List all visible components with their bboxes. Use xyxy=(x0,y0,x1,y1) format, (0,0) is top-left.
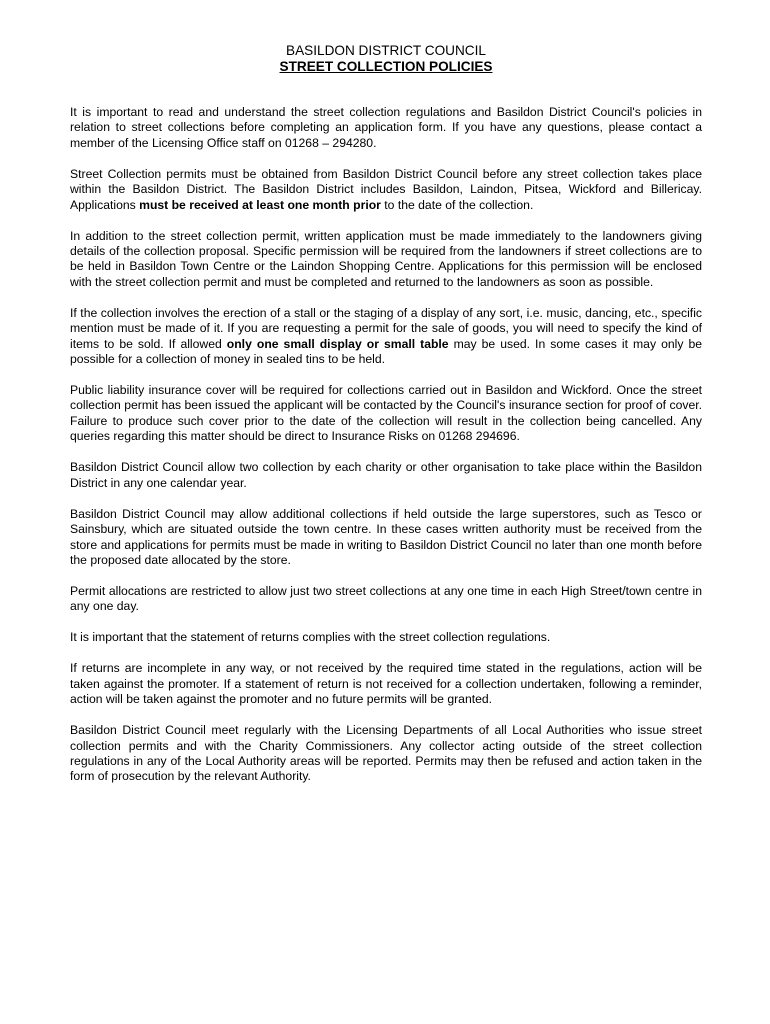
paragraph-text: It is important that the statement of returns complies with the street collection regulations. xyxy=(70,630,551,645)
paragraph-insurance xyxy=(70,383,702,445)
paragraph-licensing-liaison xyxy=(70,723,702,785)
paragraph-statement-of-returns xyxy=(70,630,702,645)
document-subtitle: STREET COLLECTION POLICIES xyxy=(279,59,493,74)
paragraph-text: If returns are incomplete in any way, or not received by the required time stated in the regulations, action will be taken against the promoter. If a statement of return is not received for a collection undertaken, following a reminder, action will be taken against the promoter and no future permits will be granted. xyxy=(70,661,702,707)
paragraph-permit-requirement xyxy=(70,167,702,213)
paragraph-superstores xyxy=(70,507,702,569)
paragraph-incomplete-returns xyxy=(70,661,702,707)
paragraph-reading-advice xyxy=(70,105,702,151)
document-body xyxy=(70,105,702,785)
paragraph-text: Permit allocations are restricted to allow just two street collections at any one time in each High Street/town centre in any one day. xyxy=(70,583,702,614)
paragraph-permit-allocations xyxy=(70,584,702,615)
document-title: BASILDON DISTRICT COUNCIL xyxy=(286,43,486,58)
paragraph-stalls-displays xyxy=(70,306,702,368)
paragraph-text: to the date of the collection. xyxy=(380,197,534,212)
paragraph-text: If the collection involves the erection of a stall or the staging of a display of any sort, i.e. music, dancing, etc., specific mention must be made of it. If you are requesting a permit for the sale of goods, you will need to specify the kind of items to be sold. If allowed xyxy=(70,305,702,351)
paragraph-landowner-application xyxy=(70,229,702,291)
paragraph-collection-limit xyxy=(70,460,702,491)
paragraph-text: It is important to read and understand the street collection regulations and Basildon District Council's policies in relation to street collections before completing an application form. If you have any questions, please contact a member of the Licensing Office staff on 01268 – 294280. xyxy=(70,105,702,150)
paragraph-text: Public liability insurance cover will be required for collections carried out in Basildon and Wickford. Once the street collection permit has been issued the applicant will be contacted by the Council's insurance section for proof of cover. Failure to produce such cover prior to the date of the collection will result in the collection being cancelled. Any queries regarding this matter should be direct to Insurance Risks on 01268 294696. xyxy=(70,383,702,444)
paragraph-text: In addition to the street collection permit, written application must be made immediately to the landowners giving details of the collection proposal. Specific permission will be required from the landowners if street collections are to be held in Basildon Town Centre or the Laindon Shopping Centre. Applications for this permission will be enclosed with the street collection permit and must be completed and returned to the landowners as soon as possible. xyxy=(70,228,702,289)
paragraph-text: Basildon District Council allow two collection by each charity or other organisation to take place within the Basildon District in any one calendar year. xyxy=(70,460,702,490)
paragraph-text: Basildon District Council may allow additional collections if held outside the large superstores, such as Tesco or Sainsbury, which are situated outside the town centre. In these cases written authority must be received from the store and applications for permits must be made in writing to Basildon District Council no later than one month before the proposed date allocated by the store. xyxy=(70,506,702,567)
document-page xyxy=(70,43,702,800)
paragraph-text: Street Collection permits must be obtained from Basildon District Council before any street collection takes place within the Basildon District. The Basildon District includes Basildon, Laindon, Pitsea, Wickford and Billericay. Applications xyxy=(70,166,702,212)
paragraph-text: Basildon District Council meet regularly with the Licensing Departments of all Local Authorities who issue street collection permits and with the Charity Commissioners. Any collector acting outside of the street collection regulations in any of the Local Authority areas will be reported. Permits may then be refused and action taken in the form of prosecution by the relevant Authority. xyxy=(70,723,702,784)
paragraph-text: may be used. In some cases it may only be possible for a collection of money in sealed tins to be held. xyxy=(70,336,703,367)
document-header xyxy=(70,43,702,75)
paragraph-emphasis: only one small display or small table xyxy=(226,336,449,351)
paragraph-emphasis: must be received at least one month prior xyxy=(139,197,381,212)
